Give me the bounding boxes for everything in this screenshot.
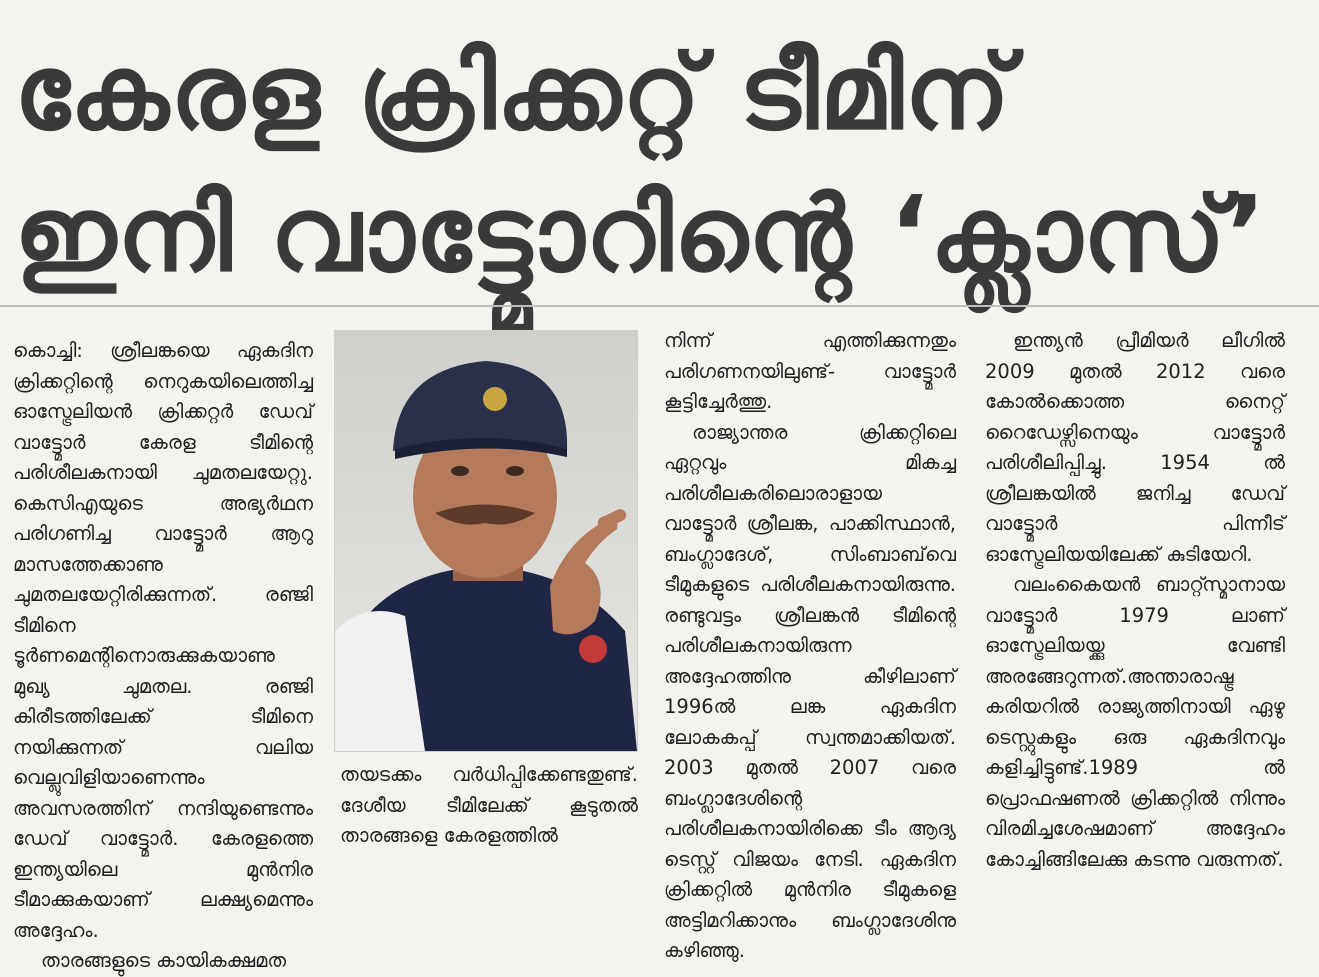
divider bbox=[0, 305, 1319, 307]
column-3-paragraph-1: നിന്ന് എത്തിക്കുന്നതും പരിഗണനയിലുണ്ട്- വാട്ട്മോർ കൂട്ടിച്ചേർത്തു. bbox=[664, 329, 956, 413]
article-column-2 bbox=[340, 760, 638, 852]
column-1-paragraph-1: കൊച്ചി: ശ്രീലങ്കയെ ഏകദിന ക്രിക്കറ്റിന്റെ നെറുകയിലെത്തിച്ച ഓസ്ട്രേലിയൻ ക്രിക്കറ്റർ ഡേവ് വാട്ട്മോർ കേരള ടീമിന്റെ പരിശീലകനായി ചുമതലയേറ്റു. കെസിഎയുടെ അഭ്യർഥന പരിഗണിച്ച വാട്ട്മോർ ആറു മാസത്തേക്കാണു ചുമതലയേറ്റിരിക്കുന്നത്. രഞ്ജി ടീമിനെ ടൂർണമെന്റിനൊരുക്കുകയാണു മുഖ്യ ചുമതല. രഞ്ജി കിരീടത്തിലേക്ക് ടീമിനെ നയിക്കുന്നത് വലിയ വെല്ലുവിളിയാണെന്നും അവസരത്തിന് നന്ദിയുണ്ടെന്നും ഡേവ് വാട്ട്മോർ. കേരളത്തെ ഇന്ത്യയിലെ മുൻനിര ടീമാക്കുകയാണ് ലക്ഷ്യമെന്നും അദ്ദേഹം. bbox=[13, 339, 313, 942]
article-column-3 bbox=[664, 326, 956, 967]
coach-photo-icon bbox=[335, 331, 637, 751]
column-4-paragraph-2: വലംകൈയൻ ബാറ്റ്സ്മാനായ വാട്ട്മോർ 1979 ലാണ് ഓസ്ട്രേലിയയ്ക്കു വേണ്ടി അരങ്ങേറുന്നത്.അന്താരാഷ്ട്ര കരിയറിൽ രാജ്യത്തിനായി ഏഴു ടെസ്റ്റുകളും ഒരു ഏകദിനവും കളിച്ചിട്ടുണ്ട്.1989 ൽ പ്രൊഫഷണൽ ക്രിക്കറ്റിൽ നിന്നും വിരമിച്ചശേഷമാണ് അദ്ദേഹം കോച്ചിങ്ങിലേക്കു കടന്നു വരുന്നത്. bbox=[985, 573, 1285, 871]
article-column-4 bbox=[985, 326, 1285, 875]
column-4-paragraph-1: ഇന്ത്യൻ പ്രീമിയർ ലീഗിൽ 2009 മുതൽ 2012 വരെ കോൽക്കൊത്ത നൈറ്റ് റൈഡേഴ്സിനെയും വാട്ട്മോർ പരിശീലിപ്പിച്ചു. 1954 ൽ ശ്രീലങ്കയിൽ ജനിച്ച ഡേവ് വാട്ട്മോർ പിന്നീട് ഓസ്ട്രേലിയയിലേക്ക് കുടിയേറി. bbox=[985, 329, 1285, 566]
article-column-1 bbox=[13, 336, 313, 977]
column-2-paragraph: തയടക്കം വർധിപ്പിക്കേണ്ടതുണ്ട്. ദേശീയ ടീമിലേക്ക് കൂടുതൽ താരങ്ങളെ കേരളത്തിൽ bbox=[340, 763, 638, 847]
column-3-paragraph-2: രാജ്യാന്തര ക്രിക്കറ്റിലെ ഏറ്റവും മികച്ച പരിശീലകരിലൊരാളായ വാട്ട്മോർ ശ്രീലങ്ക, പാക്കിസ്ഥാൻ, ബംഗ്ലാദേശ്, സിംബാബ്‌വെ ടീമുകളുടെ പരിശീലകനായിരുന്നു. രണ്ടുവട്ടം ശ്രീലങ്കൻ ടീമിന്റെ പരിശീലകനായിരുന്ന അദ്ദേഹത്തിനു കീഴിലാണ് 1996ൽ ലങ്ക ഏകദിന ലോകകപ്പ് സ്വന്തമാക്കിയത്. 2003 മുതൽ 2007 വരെ ബംഗ്ലാദേശിന്റെ പരിശീലകനായിരിക്കെ ടീം ആദ്യ ടെസ്റ്റ് വിജയം നേടി. ഏകദിന ക്രിക്കറ്റിൽ മുൻനിര ടീമുകളെ അട്ടിമറിക്കാനും ബംഗ്ലാദേശിനു കഴിഞ്ഞു. bbox=[664, 420, 956, 962]
coach-photo bbox=[334, 330, 638, 752]
headline-line-2: ഇനി വാട്ട്മോറിന്റെ ‘ക്ലാസ്’ bbox=[14, 173, 1267, 295]
headline-line-1: കേരള ക്രിക്കറ്റ് ടീമിന് bbox=[14, 31, 1012, 153]
column-1-paragraph-2: താരങ്ങളുടെ കായികക്ഷമത bbox=[41, 949, 286, 972]
